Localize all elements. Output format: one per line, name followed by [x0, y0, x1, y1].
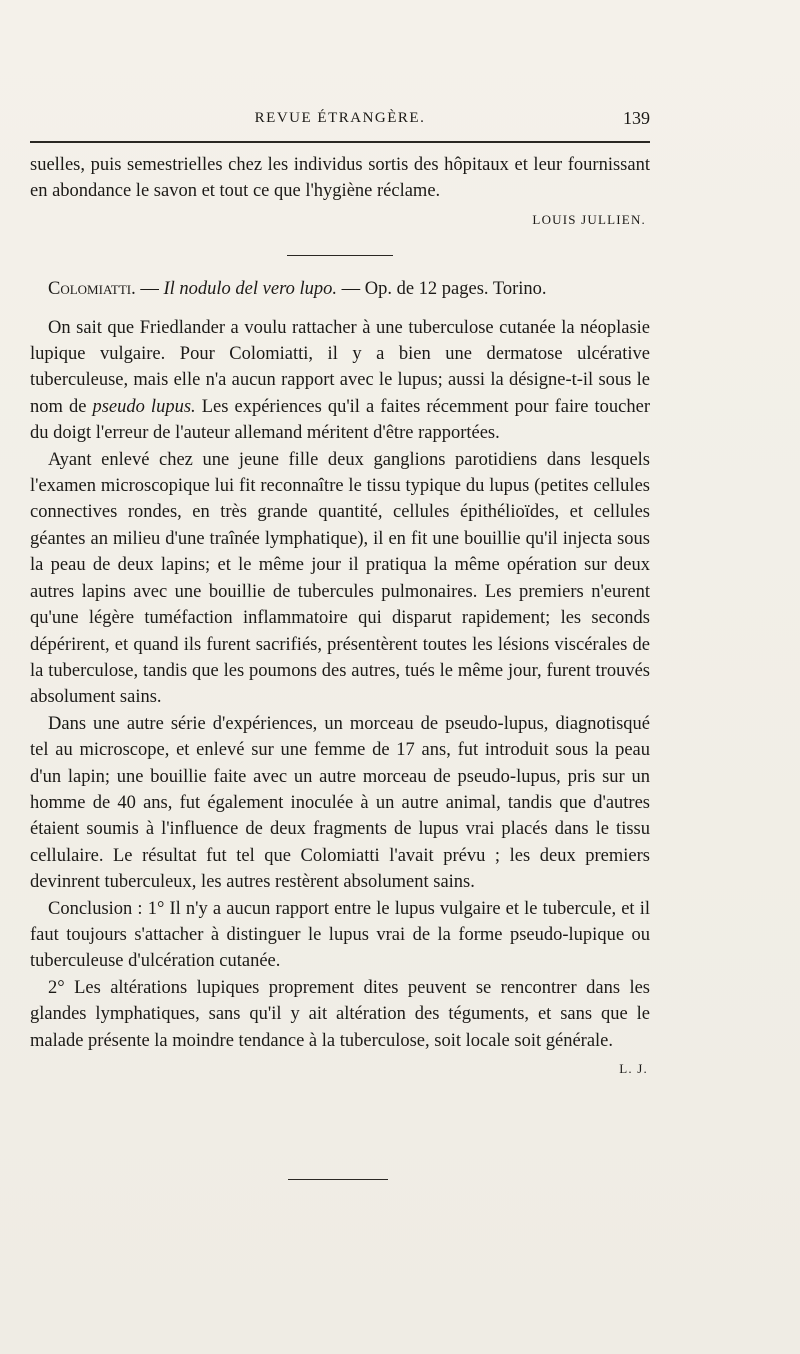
review-dash-2: —: [336, 279, 365, 300]
paragraph-1-text-b: Les expériences qu'il a faites récemment pour faire toucher du doigt l'erreur de l'auteur allemand méritent d'être rapportées.: [30, 396, 650, 444]
page-number: 139: [623, 108, 650, 128]
paragraph-1-emphasis: pseudo lupus.: [92, 396, 196, 417]
paragraph-5-text: 2° Les altérations lupiques proprement dites peuvent se rencontrer dans les glandes lymphatiques, sans qu'il y ait altération des téguments, et sans que le malade présente la moindre tendance à la tuberculose, soit locale soit générale.: [30, 977, 650, 1051]
body-text: [30, 152, 650, 1082]
running-title: REVUE ÉTRANGÈRE.: [254, 110, 426, 126]
section-divider: [287, 255, 393, 256]
review-details: Op. de 12 pages. Torino.: [364, 279, 547, 300]
review-work-title: Il nodulo del vero lupo.: [163, 279, 337, 300]
running-header: [30, 110, 650, 136]
paragraph-1-text-a: On sait que Friedlander a voulu rattacher à une tuberculose cutanée la néoplasie lupique vulgaire. Pour Colomiatti, il y a bien une dermatose ulcérative tuberculeuse, mais elle n'a aucun rapport avec le lupus; aussi la désigne-t-il sous le nom de: [30, 317, 650, 417]
previous-article-ending: suelles, puis semestrielles chez les individus sortis des hôpitaux et leur fournissant en abondance le savon et tout ce que l'hygiène réclame.: [30, 155, 650, 202]
article-signature: LOUIS JULLIEN.: [532, 211, 646, 227]
paragraph-2: Ayant enlevé chez une jeune fille deux ganglions parotidiens dans lesquels l'examen microscopique lui fit reconnaître le tissu typique du lupus (petites cellules connectives rondes, en très grande quantité, cellules épithélioïdes, et cellules géantes an milieu d'une traînée lymphatique), il en fit une bouillie qu'il injecta sous la peau de deux lapins; et le même jour il pratiqua la même opération sur deux autres lapins avec une bouillie de tubercules pulmonaires. Les premiers n'eurent qu'une légère tuméfaction inflammatoire qui disparut rapidement; les seconds dépérirent, et quand ils furent sacrifiés, présentèrent toutes les lésions viscérales de la tuberculose, tandis que les poumons des autres, tués le même jour, furent trouvés absolument sains.: [30, 449, 650, 708]
review-signature: L. J.: [619, 1061, 648, 1076]
paragraph-3: Dans une autre série d'expériences, un morceau de pseudo-lupus, diagnotisqué tel au microscope, et enlevé sur une femme de 17 ans, fut introduit sous la peau d'un lapin; une bouillie faite avec un autre morceau de pseudo-lupus, pris sur un homme de 40 ans, fut également inoculée à un autre animal, tandis que d'autres étaient soumis à l'influence de deux fragments de lupus vrai placés dans le tissu cellulaire. Le résultat fut tel que Colomiatti l'avait prévu ; les deux premiers devinrent tuberculeux, les autres restèrent absolument sains.: [30, 713, 650, 893]
paragraph-4: Conclusion : 1° Il n'y a aucun rapport entre le lupus vulgaire et le tubercule, et il faut toujours s'attacher à distinguer le lupus vrai de la forme pseudo-lupique ou tuberculeuse d'ulcération cutanée.: [30, 898, 650, 972]
paragraph-5: [30, 975, 650, 1076]
review-author: Colomiatti.: [48, 279, 136, 300]
end-divider: [288, 1179, 388, 1180]
paragraph-1: [30, 315, 650, 447]
header-rule: [30, 141, 650, 143]
review-heading: [30, 276, 650, 302]
review-dash-1: —: [135, 279, 164, 300]
